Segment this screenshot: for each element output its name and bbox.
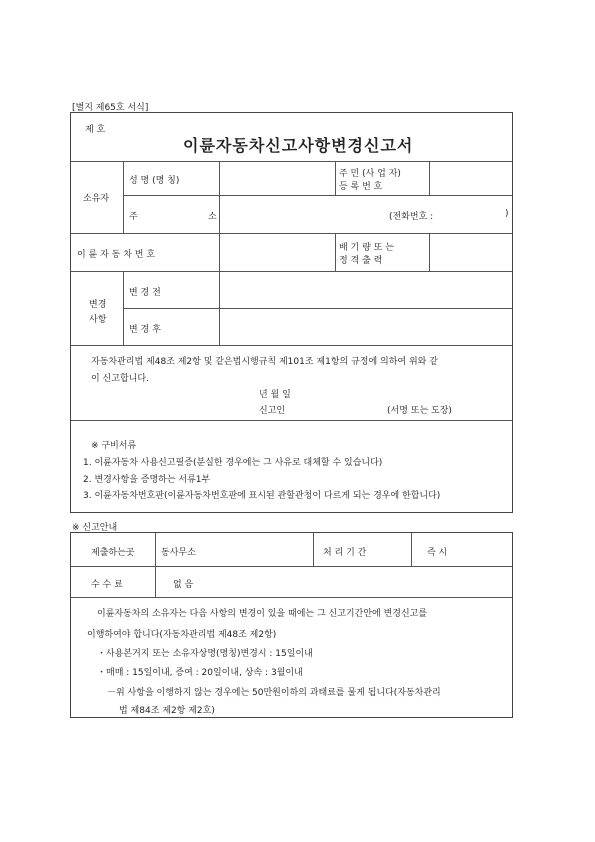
change-before-field[interactable] [220,272,512,307]
signature-label: (서명 또는 도장) [387,406,452,416]
phone-label: (전화번호 : [389,212,434,222]
owner-id-label-line2: 등 록 번 호 [339,182,383,192]
guide-heading: ※ 신고안내 [72,523,118,533]
displacement-label-line2: 정 격 출 력 [339,256,383,266]
fee-value: 없 음 [173,580,194,590]
declaration-date-label: 년 월 일 [259,390,291,400]
document-item: 3. 이륜자동차번호판(이륜자동차번호판에 표시된 관할관청이 다르게 되는 경우에 한합니다) [83,491,441,501]
guide-table [70,532,513,718]
owner-address-field[interactable] [220,196,400,232]
submit-office-value: 동사무소 [161,548,196,558]
documents-heading: ※ 구비서류 [91,441,137,451]
declaration-text-line2: 이 신고합니다. [91,374,149,384]
owner-section-label: 소유자 [83,194,110,204]
document-item: 1. 이륜자동차 사용신고필증(분실한 경우에는 그 사유로 대체할 수 있습니다) [83,458,383,468]
processing-period-value: 즉 시 [427,548,448,558]
notice-line: ・사용본거지 또는 소유자상명(명칭)변경시 : 15일이내 [97,649,313,659]
declaration-text-line1: 자동차관리법 제48조 제2항 및 같은법시행규칙 제101조 제1항의 규정에 의하여 위와 같 [91,357,438,367]
owner-address-label-right: 소 [208,212,217,222]
change-after-label: 변 경 후 [129,325,161,335]
displacement-label-line1: 배 기 량 또 는 [339,243,394,253]
notice-line: 이행하여야 합니다(자동차관리법 제48조 제2항) [87,630,277,640]
applicant-signature-field[interactable] [293,397,383,415]
owner-id-label-line1: 주 민 (사 업 자) [339,169,401,179]
fee-label: 수 수 료 [91,580,123,590]
applicant-label: 신고인 [259,406,286,416]
notice-line: ・매매 : 15일이내, 증여 : 20일이내, 상속 : 3월이내 [97,668,303,678]
submit-office-label: 제출하는곳 [91,548,135,558]
vehicle-number-field[interactable] [220,234,334,270]
phone-label-close: ) [505,209,509,219]
change-section-label-line2: 사항 [89,315,107,325]
document-item: 2. 변경사항을 증명하는 서류1부 [83,475,211,485]
change-before-label: 변 경 전 [129,288,161,298]
owner-name-field[interactable] [220,162,334,194]
document-number-label: 제 호 [85,125,106,135]
owner-name-label: 성 명 (명 칭) [129,176,180,186]
owner-id-field[interactable] [430,162,512,194]
processing-period-label: 처 리 기 간 [323,548,367,558]
displacement-field[interactable] [430,234,512,270]
notice-line: －위 사항을 이행하지 않는 경우에는 50만원이하의 과태료를 물게 됩니다(자동차관리 [107,688,441,698]
phone-field[interactable] [445,201,503,223]
notice-line: 법 제84조 제2항 제2호) [119,706,215,716]
vehicle-number-label: 이 륜 자 동 차 번 호 [77,250,156,260]
notice-line: 이륜자동차의 소유자는 다음 사항의 변경이 있을 때에는 그 신고기간안에 변경신고를 [97,609,428,619]
application-form [70,112,513,513]
change-after-field[interactable] [220,309,512,344]
form-number-label: [별지 제65호 서식] [72,103,149,113]
change-section-label-line1: 변경 [89,300,107,310]
owner-address-label-left: 주 [129,212,138,222]
form-title: 이륜자동차신고사항변경신고서 [183,136,414,155]
